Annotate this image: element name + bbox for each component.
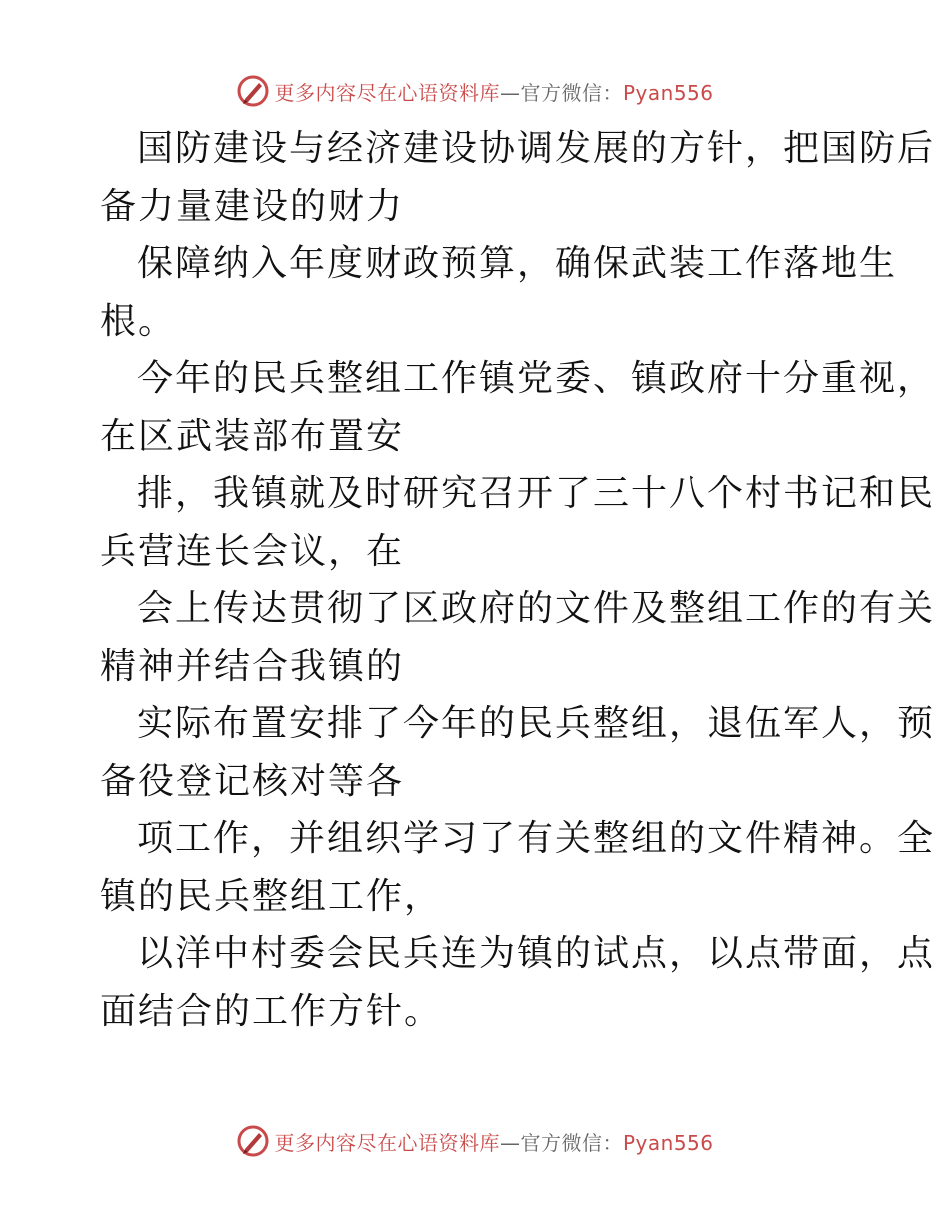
paragraph-line: 实际布置安排了今年的民兵整组，退伍军人，预 bbox=[137, 703, 936, 744]
paragraph-line: 项工作，并组织学习了有关整组的文件精神。全 bbox=[137, 818, 936, 859]
pen-logo-icon bbox=[236, 74, 270, 108]
footer-banner-text bbox=[274, 1127, 713, 1156]
footer-banner-label: 官方微信： bbox=[520, 1130, 623, 1155]
header-banner-separator: — bbox=[499, 80, 521, 105]
paragraph-line: 精神并结合我镇的 bbox=[100, 645, 405, 687]
paragraph-line: 国防建设与经济建设协调发展的方针，把国防后 bbox=[137, 128, 936, 169]
paragraph-line: 今年的民兵整组工作镇党委、镇政府十分重视， bbox=[137, 358, 936, 399]
paragraph bbox=[100, 465, 936, 580]
paragraph bbox=[100, 925, 936, 1040]
paragraph-line: 面结合的工作方针。 bbox=[100, 990, 443, 1032]
paragraph bbox=[100, 810, 936, 925]
paragraph-line: 备役登记核对等各 bbox=[100, 760, 405, 802]
paragraph-line: 备力量建设的财力 bbox=[100, 185, 405, 227]
paragraph-line: 兵营连长会议，在 bbox=[100, 530, 405, 572]
paragraph-line: 镇的民兵整组工作， bbox=[100, 875, 443, 917]
document-body bbox=[100, 120, 936, 1040]
paragraph bbox=[100, 580, 936, 695]
header-banner-slogan: 更多内容尽在心语资料库 bbox=[274, 80, 500, 105]
header-banner bbox=[0, 71, 950, 111]
paragraph-line: 在区武装部布置安 bbox=[100, 415, 405, 457]
paragraph bbox=[100, 695, 936, 810]
pen-logo-icon bbox=[236, 1124, 270, 1158]
header-banner-label: 官方微信： bbox=[520, 80, 623, 105]
footer-banner-slogan: 更多内容尽在心语资料库 bbox=[274, 1130, 500, 1155]
footer-banner-id: Pyan556 bbox=[622, 1130, 714, 1155]
footer-banner-separator: — bbox=[499, 1130, 521, 1155]
header-banner-text bbox=[274, 77, 713, 106]
paragraph bbox=[100, 350, 936, 465]
paragraph-line: 以洋中村委会民兵连为镇的试点，以点带面，点 bbox=[137, 933, 936, 974]
footer-banner bbox=[0, 1121, 950, 1161]
paragraph-line: 会上传达贯彻了区政府的文件及整组工作的有关 bbox=[137, 588, 936, 629]
header-banner-id: Pyan556 bbox=[622, 80, 714, 105]
paragraph-line: 排，我镇就及时研究召开了三十八个村书记和民 bbox=[137, 473, 936, 514]
paragraph-line: 根。 bbox=[100, 300, 177, 342]
paragraph-line: 保障纳入年度财政预算，确保武装工作落地生 bbox=[137, 243, 898, 284]
paragraph bbox=[100, 235, 898, 350]
paragraph bbox=[100, 120, 936, 235]
